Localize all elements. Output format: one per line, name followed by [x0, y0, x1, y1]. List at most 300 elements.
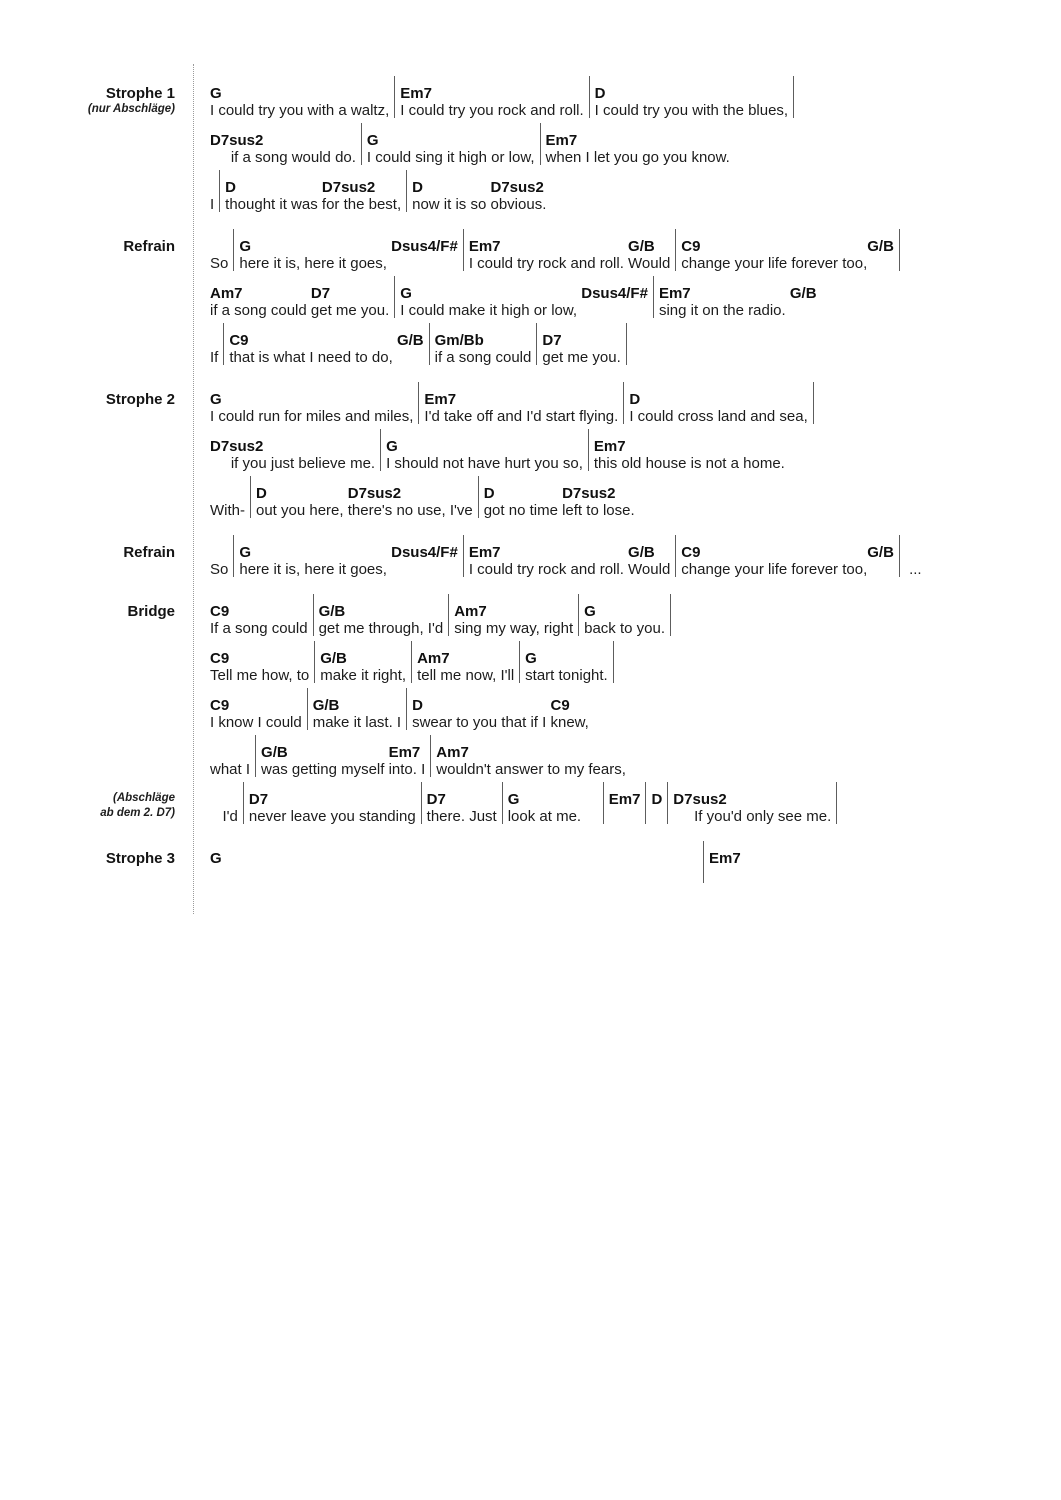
chord-label: Gm/Bb: [434, 332, 484, 349]
chord-lyric-token: [435, 332, 532, 367]
chord-lyric-token: [867, 544, 894, 579]
measure-barline: [421, 791, 422, 826]
chord-lyric-line: [0, 285, 1061, 320]
chord-lyric-token: [584, 603, 665, 638]
chord-label: Em7: [468, 238, 501, 255]
label-separator-line: [193, 64, 194, 914]
measure-row: [210, 132, 730, 167]
lyric-text: get me through, I'd: [318, 620, 444, 637]
chord-lyric-token: [210, 238, 228, 273]
lyric-text: got no time: [483, 502, 563, 519]
section-label: Refrain: [123, 544, 175, 561]
chord-label: C9: [210, 650, 230, 667]
section-label: Refrain: [123, 238, 175, 255]
lyric-text: ...: [904, 561, 922, 578]
measure-barline: [411, 650, 412, 685]
lyric-text: I know I could: [210, 714, 302, 731]
chord-lyric-token: [546, 132, 730, 167]
measure-barline: [793, 85, 794, 120]
chord-lyric-token: [469, 544, 628, 579]
chord-label: D: [594, 85, 606, 102]
chord-lyric-token: [594, 438, 785, 473]
chord-lyric-token: [210, 544, 228, 579]
measure-row: [210, 791, 842, 826]
lyric-text: So: [210, 561, 229, 578]
measure-barline: [675, 238, 676, 273]
chord-lyric-token: [391, 544, 458, 579]
measure-barline: [536, 332, 537, 367]
chord-lyric-token: [239, 544, 391, 579]
chord-label: Em7: [400, 85, 432, 102]
measure-barline: [578, 603, 579, 638]
line-label-cell: [0, 791, 175, 821]
performance-note: (Abschläge: [113, 792, 175, 804]
lyric-text: for the best,: [321, 196, 402, 213]
lyric-text: I'd: [210, 808, 238, 825]
measure-barline: [502, 791, 503, 826]
measure-barline: [540, 132, 541, 167]
chord-label: C9: [681, 544, 701, 561]
lyric-text: sing my way, right: [454, 620, 574, 637]
lyric-text: there. Just: [426, 808, 497, 825]
lyric-text: out you here,: [256, 502, 348, 519]
lyric-text: change your life forever too,: [681, 561, 868, 578]
chord-lyric-token: [391, 238, 458, 273]
lyric-text: here it is, here it goes,: [239, 561, 392, 578]
measure-barline: [394, 85, 395, 120]
line-label-cell: [0, 603, 175, 620]
measure-barline: [703, 850, 704, 885]
chord-lyric-line: [0, 238, 1061, 273]
measure-barline: [313, 603, 314, 638]
section-sublabel: (nur Abschläge): [87, 103, 175, 115]
lyric-text: make it last. I: [312, 714, 402, 731]
lyric-text: that is what I need to do,: [229, 349, 397, 366]
chord-label: G/B: [628, 238, 655, 255]
chord-lyric-token: [790, 285, 817, 320]
measure-barline: [361, 132, 362, 167]
chord-label: D7sus2: [210, 438, 264, 455]
line-label-cell: [0, 391, 175, 408]
measure-barline: [250, 485, 251, 520]
chord-lyric-token: [210, 85, 389, 120]
measure-barline: [667, 791, 668, 826]
measure-row: [210, 603, 676, 638]
measure-row: [210, 850, 741, 885]
chord-lyric-token: [322, 179, 401, 214]
measure-barline: [243, 791, 244, 826]
measure-row: [210, 650, 619, 685]
chord-label: Em7: [468, 544, 501, 561]
chord-lyric-token: [400, 85, 583, 120]
chord-lyric-line: [0, 603, 1061, 638]
chord-lyric-token: [681, 238, 867, 273]
chord-label: D7: [310, 285, 331, 302]
chord-label: G: [366, 132, 379, 149]
line-label-cell: [0, 85, 175, 117]
lyric-text: back to you.: [584, 620, 666, 637]
chord-label: D7sus2: [673, 791, 727, 808]
chord-lyric-line: [0, 791, 1061, 826]
lyric-text: I could make it high or low,: [400, 302, 582, 319]
chord-lyric-line: [0, 744, 1061, 779]
lyric-text: look at me.: [507, 808, 598, 825]
section-label: Strophe 3: [105, 850, 175, 867]
lyric-text: if you just believe me.: [210, 455, 376, 472]
lyric-text: If you'd only see me.: [673, 808, 832, 825]
measure-barline: [603, 791, 604, 826]
measure-barline: [448, 603, 449, 638]
chord-label: G/B: [312, 697, 340, 714]
chord-lyric-token: [412, 179, 490, 214]
lyric-text: Tell me how, to: [210, 667, 310, 684]
lyric-text: what I: [210, 761, 251, 778]
measure-row: [210, 485, 635, 520]
chord-label: D: [256, 485, 267, 502]
chord-lyric-line: [0, 438, 1061, 473]
chord-label: D7sus2: [490, 179, 544, 196]
chord-lyric-token: [905, 544, 922, 579]
measure-barline: [653, 285, 654, 320]
lyric-text: start tonight.: [525, 667, 608, 684]
song-section: [0, 391, 1061, 520]
chord-lyric-token: [681, 544, 867, 579]
lyric-text: was getting myself: [261, 761, 389, 778]
measure-barline: [255, 744, 256, 779]
measure-barline: [899, 238, 900, 273]
chord-label: Am7: [436, 744, 469, 761]
lyric-text: Would: [628, 561, 671, 578]
lyric-text: I could try rock and roll.: [468, 561, 629, 578]
chord-lyric-token: [609, 791, 641, 826]
measure-row: [210, 697, 589, 732]
measure-barline: [613, 650, 614, 685]
chord-label: D7sus2: [347, 485, 402, 502]
lyric-text: I could cross land and sea,: [629, 408, 808, 425]
measure-row: [210, 85, 799, 120]
chord-lyric-token: [389, 744, 426, 779]
measure-row: [210, 438, 785, 473]
chord-label: G/B: [261, 744, 288, 761]
chord-label: C9: [210, 603, 230, 620]
chord-label: G/B: [628, 544, 655, 561]
lyric-text: swear to you that if I: [412, 714, 551, 731]
measure-barline: [589, 85, 590, 120]
chord-lyric-token: [508, 791, 598, 826]
chord-label: Em7: [593, 438, 626, 455]
measure-barline: [836, 791, 837, 826]
chord-lyric-line: [0, 544, 1061, 579]
lyric-text: I could try you with the blues,: [594, 102, 789, 119]
lyric-text: obvious.: [490, 196, 547, 213]
chord-lyric-token: [417, 650, 514, 685]
chord-label: D: [483, 485, 495, 502]
lyric-text: I could try you with a waltz,: [210, 102, 390, 119]
chord-label: G/B: [867, 544, 894, 561]
chord-label: Dsus4/F#: [391, 544, 458, 561]
lyric-text: there's no use, I've: [347, 502, 473, 519]
lyric-text: when I let you go you know.: [545, 149, 730, 166]
chord-label: G/B: [789, 285, 817, 302]
lyric-text: if a song would do.: [210, 149, 356, 166]
lyric-text: I: [210, 196, 215, 213]
chord-label: Am7: [210, 285, 243, 302]
chord-lyric-token: [261, 744, 389, 779]
measure-barline: [429, 332, 430, 367]
lyric-text: Would: [628, 255, 671, 272]
chord-label: Am7: [417, 650, 450, 667]
chord-lyric-token: [210, 744, 250, 779]
chord-label: G: [210, 391, 222, 408]
lyric-text: here it is, here it goes,: [239, 255, 392, 272]
chord-lyric-token: [436, 744, 626, 779]
chord-lyric-token: [454, 603, 573, 638]
chord-lyric-token: [348, 485, 473, 520]
chord-lyric-line: [0, 391, 1061, 426]
chord-label: Dsus4/F#: [581, 285, 648, 302]
measure-barline: [418, 391, 419, 426]
lyric-text: I could try rock and roll.: [468, 255, 629, 272]
chord-lyric-token: [320, 650, 406, 685]
lyric-text: if a song could: [434, 349, 532, 366]
chord-lyric-token: [581, 285, 648, 320]
chord-label: C9: [229, 332, 249, 349]
chord-lyric-line: [0, 850, 1061, 885]
measure-row: [210, 391, 819, 426]
lyric-text: I'd take off and I'd start flying.: [424, 408, 619, 425]
chord-lyric-token: [210, 132, 356, 167]
chord-lyric-token: [210, 603, 308, 638]
song-section: [0, 238, 1061, 367]
measure-barline: [463, 238, 464, 273]
chord-label: D: [629, 391, 641, 408]
chord-lyric-token: [427, 791, 497, 826]
chord-label: G: [584, 603, 596, 620]
lyric-text: now it is so: [412, 196, 491, 213]
measure-barline: [478, 485, 479, 520]
measure-barline: [463, 544, 464, 579]
line-label-cell: [0, 850, 175, 867]
chord-label: G/B: [867, 238, 894, 255]
chord-lyric-token: [867, 238, 894, 273]
lyric-text: If a song could: [210, 620, 308, 637]
lyric-text: get me you.: [310, 302, 390, 319]
chord-lyric-token: [210, 332, 218, 367]
lyric-text: if a song could: [210, 302, 311, 319]
chord-lyric-token: [397, 332, 424, 367]
chord-label: Em7: [658, 285, 691, 302]
chord-lyric-token: [562, 485, 635, 520]
line-label-cell: [0, 544, 175, 561]
chord-label: G/B: [396, 332, 424, 349]
lyric-text: left to lose.: [562, 502, 635, 519]
measure-barline: [314, 650, 315, 685]
chord-lyric-token: [319, 603, 444, 638]
lyric-text: into. I: [388, 761, 426, 778]
chord-lyric-token: [412, 697, 550, 732]
section-label: Bridge: [127, 603, 175, 620]
measure-row: [210, 744, 626, 779]
chord-lyric-token: [249, 791, 416, 826]
song-section: [0, 603, 1061, 826]
chord-label: D: [225, 179, 237, 196]
chord-lyric-token: [367, 132, 535, 167]
chord-label: Em7: [388, 744, 421, 761]
measure-row: [210, 285, 817, 320]
chord-label: Dsus4/F#: [391, 238, 458, 255]
chord-lyric-token: [629, 391, 807, 426]
performance-note: ab dem 2. D7): [100, 807, 175, 819]
lyric-text: sing it on the radio.: [658, 302, 790, 319]
song-section: [0, 544, 1061, 579]
lyric-text: If: [210, 349, 219, 366]
chord-lyric-token: [550, 697, 588, 732]
measure-barline: [219, 179, 220, 214]
chord-lyric-token: [709, 850, 741, 885]
chord-lyric-token: [313, 697, 401, 732]
lyric-text: I could sing it high or low,: [366, 149, 535, 166]
chord-lyric-token: [225, 179, 322, 214]
chord-label: D: [412, 179, 423, 196]
measure-barline: [670, 603, 671, 638]
chord-label: Em7: [709, 850, 741, 867]
chord-lyric-token: [239, 238, 391, 273]
lyric-text: So: [210, 255, 229, 272]
chord-lyric-line: [0, 650, 1061, 685]
measure-barline: [406, 697, 407, 732]
chord-lyric-token: [659, 285, 790, 320]
chord-lyric-token: [469, 238, 628, 273]
measure-barline: [645, 791, 646, 826]
measure-barline: [233, 238, 234, 273]
chord-label: D: [651, 791, 663, 808]
chord-lyric-token: [386, 438, 583, 473]
measure-barline: [233, 544, 234, 579]
lyric-text: never leave you standing: [248, 808, 416, 825]
chord-label: Em7: [608, 791, 641, 808]
section-label: Strophe 1: [105, 85, 175, 102]
chord-label: D7sus2: [562, 485, 616, 502]
chord-label: D7: [248, 791, 269, 808]
section-label: Strophe 2: [105, 391, 175, 408]
chord-label: D7: [426, 791, 446, 808]
measure-barline: [380, 438, 381, 473]
chord-lyric-token: [210, 791, 238, 826]
chord-lyric-token: [210, 850, 698, 885]
chord-lyric-token: [491, 179, 547, 214]
chord-label: G: [239, 544, 252, 561]
chord-lyric-line: [0, 697, 1061, 732]
chord-lyric-token: [210, 285, 311, 320]
lyric-text: knew,: [550, 714, 589, 731]
measure-barline: [519, 650, 520, 685]
chord-label: C9: [681, 238, 701, 255]
measure-row: [210, 332, 632, 367]
chord-label: C9: [210, 697, 230, 714]
measure-row: [210, 544, 922, 579]
chord-label: C9: [550, 697, 570, 714]
chord-lyric-token: [595, 85, 788, 120]
chord-label: G: [525, 650, 537, 667]
lyric-text: this old house is not a home.: [593, 455, 785, 472]
chord-label: Em7: [424, 391, 457, 408]
measure-barline: [588, 438, 589, 473]
chord-lyric-token: [525, 650, 608, 685]
lyric-text: change your life forever too,: [681, 255, 868, 272]
chord-lyric-line: [0, 85, 1061, 120]
chord-label: G: [239, 238, 252, 255]
lyric-text: thought it was: [225, 196, 322, 213]
chord-label: D7sus2: [210, 132, 264, 149]
chord-lyric-token: [673, 791, 831, 826]
chord-label: G: [210, 85, 222, 102]
chord-lyric-token: [210, 650, 309, 685]
chord-label: Am7: [454, 603, 487, 620]
chord-lyric-line: [0, 132, 1061, 167]
measure-barline: [223, 332, 224, 367]
measure-barline: [430, 744, 431, 779]
lyric-text: tell me now, I'll: [417, 667, 515, 684]
song-section: [0, 850, 1061, 885]
measure-barline: [626, 332, 627, 367]
chord-label: G: [400, 285, 412, 302]
chord-lyric-token: [424, 391, 618, 426]
chord-lyric-line: [0, 179, 1061, 214]
chord-label: G: [386, 438, 398, 455]
chord-lyric-token: [256, 485, 348, 520]
chord-lyric-line: [0, 332, 1061, 367]
lyric-text: make it right,: [320, 667, 407, 684]
measure-barline: [899, 544, 900, 579]
measure-row: [210, 179, 546, 214]
chord-lyric-token: [210, 179, 214, 214]
chord-lyric-token: [229, 332, 397, 367]
measure-barline: [675, 544, 676, 579]
chord-label: D7: [542, 332, 562, 349]
chord-label: G/B: [318, 603, 346, 620]
lyric-text: get me you.: [542, 349, 621, 366]
measure-barline: [406, 179, 407, 214]
chord-label: D7sus2: [321, 179, 376, 196]
line-label-cell: [0, 238, 175, 255]
chord-lyric-token: [210, 391, 413, 426]
chord-lyric-token: [400, 285, 581, 320]
lyric-text: I should not have hurt you so,: [386, 455, 583, 472]
lyric-text: wouldn't answer to my fears,: [436, 761, 626, 778]
chord-lyric-token: [210, 697, 302, 732]
chord-label: Em7: [545, 132, 578, 149]
lyric-text: I could try you rock and roll.: [400, 102, 584, 119]
chord-label: D: [412, 697, 423, 714]
chord-lyric-token: [542, 332, 620, 367]
chord-lyric-token: [628, 238, 670, 273]
chord-lyric-line: [0, 485, 1061, 520]
chord-lyric-token: [484, 485, 562, 520]
measure-barline: [394, 285, 395, 320]
chord-lyric-token: [651, 791, 662, 826]
chord-label: G: [507, 791, 520, 808]
chord-lyric-token: [311, 285, 389, 320]
chord-label: G/B: [320, 650, 347, 667]
chord-lyric-token: [210, 438, 375, 473]
measure-barline: [623, 391, 624, 426]
song-section: [0, 85, 1061, 214]
chord-lyric-token: [628, 544, 670, 579]
chord-lyric-token: [210, 485, 245, 520]
lyric-text: I could run for miles and miles,: [210, 408, 414, 425]
measure-barline: [813, 391, 814, 426]
measure-barline: [307, 697, 308, 732]
